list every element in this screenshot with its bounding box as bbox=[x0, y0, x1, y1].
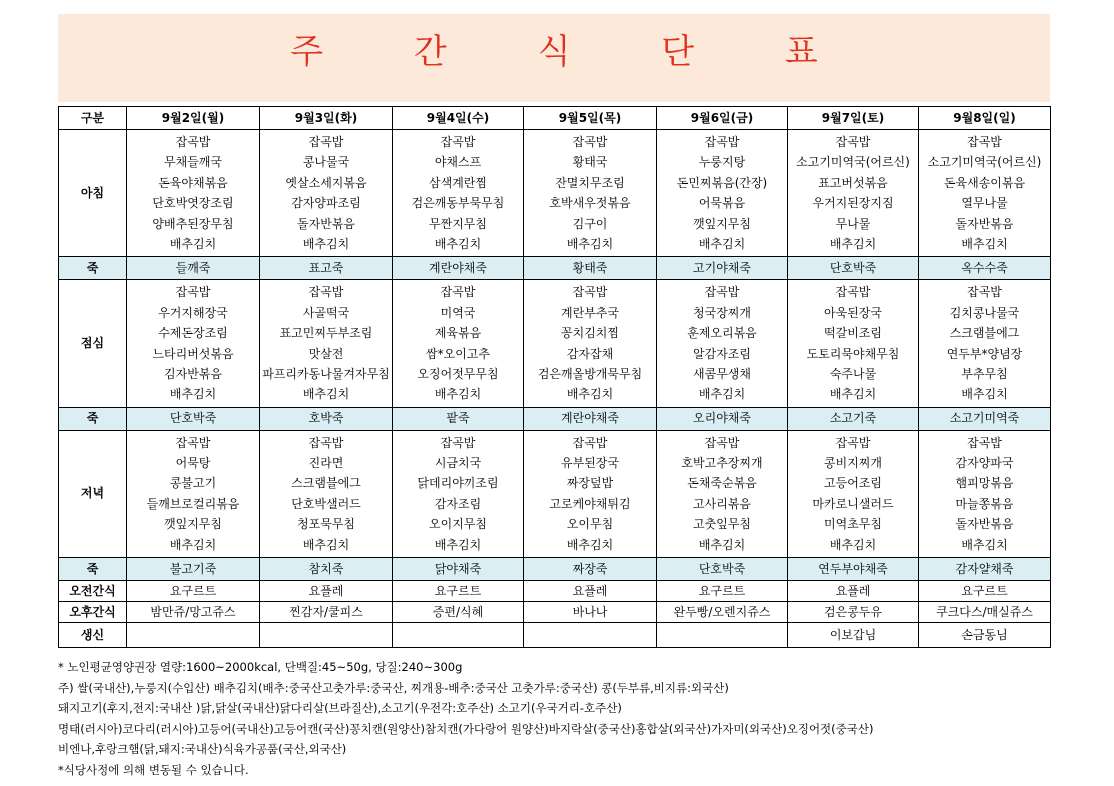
header-day: 9월3일(화) bbox=[260, 107, 393, 130]
menu-item: 마늘쫑볶음 bbox=[955, 496, 1014, 511]
menu-item: 열무나물 bbox=[961, 196, 1008, 211]
menu-item: 어묵볶음 bbox=[698, 196, 746, 211]
menu-item: 마카로니샐러드 bbox=[812, 496, 894, 511]
header-day: 9월7일(토) bbox=[788, 107, 919, 130]
note-line: *식당사정에 의해 변동될 수 있습니다. bbox=[58, 762, 249, 777]
meal-cell bbox=[127, 280, 260, 407]
menu-item: 사골떡국 bbox=[302, 305, 350, 320]
meal-cell bbox=[919, 280, 1051, 407]
menu-item: 돈민찌볶음(간장) bbox=[676, 175, 768, 190]
meal-cell bbox=[657, 430, 788, 557]
pm_snack-cell: 바나나 bbox=[524, 602, 657, 623]
menu-item: 잡곡밥 bbox=[967, 135, 1002, 149]
meal-cell bbox=[260, 130, 393, 257]
menu-item: 소고기미역국(어르신) bbox=[796, 155, 910, 170]
juk1-cell: 계란야채죽 bbox=[393, 257, 524, 280]
menu-item: 잡곡밥 bbox=[308, 285, 344, 300]
meal-items bbox=[657, 130, 787, 256]
menu-item: 배추김치 bbox=[434, 387, 482, 402]
menu-item: 배추김치 bbox=[302, 387, 350, 402]
menu-item: 잡곡밥 bbox=[308, 135, 344, 149]
meal-items bbox=[393, 130, 523, 256]
notes bbox=[58, 657, 1058, 780]
birthday-cell bbox=[393, 623, 524, 648]
header-day: 9월5일(목) bbox=[524, 107, 657, 130]
menu-item: 무채들깨국 bbox=[164, 155, 222, 170]
menu-item: 돈육새송이볶음 bbox=[943, 175, 1026, 190]
am_snack-cell: 요플레 bbox=[260, 581, 393, 602]
menu-item: 훈제오리볶음 bbox=[687, 326, 757, 341]
menu-item: 맛살전 bbox=[308, 346, 344, 361]
menu-item: 잔멸치무조림 bbox=[555, 175, 625, 190]
menu-item: 짜장덮밥 bbox=[566, 476, 614, 491]
meal-items bbox=[657, 431, 787, 557]
juk3-cell: 닭야채죽 bbox=[393, 558, 524, 581]
juk3-row bbox=[59, 558, 1051, 581]
meal-items bbox=[393, 431, 523, 557]
menu-item: 배추김치 bbox=[829, 236, 877, 251]
pm_snack-cell: 증편/식혜 bbox=[393, 602, 524, 623]
meal-cell bbox=[260, 430, 393, 557]
juk3-cell: 연두부야채죽 bbox=[788, 558, 919, 581]
meal-items bbox=[260, 130, 392, 256]
menu-item: 미역초무침 bbox=[824, 517, 882, 532]
menu-item: 배추김치 bbox=[302, 236, 350, 251]
menu-item: 고사리볶음 bbox=[693, 496, 751, 511]
juk1-cell: 황태죽 bbox=[524, 257, 657, 280]
page-title: 주 간 식 단 표 bbox=[290, 32, 858, 72]
menu-item: 배추김치 bbox=[961, 387, 1008, 402]
menu-item: 감자양파국 bbox=[955, 456, 1014, 471]
juk1-cell: 단호박죽 bbox=[788, 257, 919, 280]
dinner-row bbox=[59, 430, 1051, 557]
meal-items bbox=[919, 130, 1050, 256]
row-label: 오후간식 bbox=[59, 602, 127, 623]
meal-items bbox=[260, 431, 392, 557]
am_snack-cell: 요구르트 bbox=[393, 581, 524, 602]
note-line: 비엔나,후랑크햄(닭,돼지:국내산)식육가공품(국산,외국산) bbox=[58, 742, 347, 756]
menu-item: 부추무침 bbox=[961, 366, 1008, 381]
am_snack-cell: 요구르트 bbox=[657, 581, 788, 602]
menu-item: 배추김치 bbox=[829, 387, 877, 402]
menu-item: 배추김치 bbox=[434, 236, 482, 251]
pm_snack-cell: 검은콩두유 bbox=[788, 602, 919, 623]
menu-item: 청포묵무침 bbox=[297, 517, 355, 532]
menu-item: 돌자반볶음 bbox=[955, 517, 1014, 532]
note-line: * 노인평균영양권장 열량:1600~2000kcal, 단백질:45~50g, 당질:240~300g bbox=[58, 660, 463, 674]
juk3-cell: 단호박죽 bbox=[657, 558, 788, 581]
menu-item: 계란부추국 bbox=[561, 305, 619, 320]
birthday-cell: 손금동님 bbox=[919, 623, 1051, 648]
menu-item: 스크램블에그 bbox=[291, 476, 361, 491]
breakfast-row bbox=[59, 130, 1051, 257]
menu-item: 검은깨동부묵무침 bbox=[411, 196, 505, 211]
juk1-cell: 표고죽 bbox=[260, 257, 393, 280]
menu-item: 배추김치 bbox=[566, 236, 614, 251]
birthday-cell: 이보갑님 bbox=[788, 623, 919, 648]
meal-cell bbox=[657, 280, 788, 407]
menu-item: 오징어젓무무침 bbox=[417, 366, 499, 381]
meal-cell bbox=[127, 430, 260, 557]
lunch-row bbox=[59, 280, 1051, 407]
juk2-cell: 오리야채죽 bbox=[657, 407, 788, 430]
menu-item: 삼색계란찜 bbox=[429, 175, 487, 190]
meal-items bbox=[524, 431, 656, 557]
menu-item: 잡곡밥 bbox=[440, 285, 476, 300]
juk1-cell: 고기야채죽 bbox=[657, 257, 788, 280]
menu-item: 양배추된장무침 bbox=[152, 216, 234, 231]
birthday-row bbox=[59, 623, 1051, 648]
menu-item: 미역국 bbox=[440, 305, 476, 320]
menu-item: 김치콩나물국 bbox=[949, 305, 1020, 320]
menu-item: 깻잎지무침 bbox=[693, 216, 751, 231]
juk2-cell: 계란야채죽 bbox=[524, 407, 657, 430]
menu-item: 돈채죽순볶음 bbox=[687, 476, 757, 491]
menu-item: 김자반볶음 bbox=[164, 366, 222, 381]
header-day: 9월8일(일) bbox=[919, 107, 1051, 130]
note-line: 돼지고기(후지,전지:국내산 )닭,닭살(국내산)닭다리살(브라질산),소고기(우전각:호주산) 소고기(우국거리-호주산) bbox=[58, 701, 622, 715]
menu-item: 고등어조림 bbox=[824, 476, 882, 491]
menu-item: 배추김치 bbox=[434, 537, 482, 552]
menu-item: 잡곡밥 bbox=[572, 435, 608, 450]
menu-item: 잡곡밥 bbox=[175, 435, 211, 450]
menu-item: 잡곡밥 bbox=[440, 435, 476, 450]
pm_snack-cell: 찐감자/쿨피스 bbox=[260, 602, 393, 623]
menu-item: 표고민찌두부조림 bbox=[279, 326, 373, 341]
menu-item: 배추김치 bbox=[302, 537, 350, 552]
menu-item: 제육볶음 bbox=[434, 326, 482, 341]
menu-item: 옛살소세지볶음 bbox=[285, 175, 367, 190]
meal-items bbox=[657, 280, 787, 406]
meal-cell bbox=[788, 130, 919, 257]
meal-cell bbox=[393, 280, 524, 407]
meal-cell bbox=[919, 130, 1051, 257]
juk3-cell: 짜장죽 bbox=[524, 558, 657, 581]
menu-item: 숙주나물 bbox=[829, 366, 877, 381]
juk2-cell: 팥죽 bbox=[393, 407, 524, 430]
meal-items bbox=[127, 130, 259, 256]
menu-item: 잡곡밥 bbox=[835, 285, 871, 300]
menu-item: 야채스프 bbox=[434, 155, 482, 170]
menu-item: 닭데리야끼조림 bbox=[417, 476, 499, 491]
am_snack-row bbox=[59, 581, 1051, 602]
meal-cell bbox=[524, 130, 657, 257]
juk1-cell: 옥수수죽 bbox=[919, 257, 1051, 280]
menu-item: 어묵탕 bbox=[175, 456, 211, 471]
meal-cell bbox=[788, 280, 919, 407]
meal-items bbox=[260, 280, 392, 406]
pm_snack-cell: 완두빵/오렌지쥬스 bbox=[657, 602, 788, 623]
juk2-cell: 소고기죽 bbox=[788, 407, 919, 430]
menu-item: 잡곡밥 bbox=[704, 285, 740, 300]
meal-cell bbox=[919, 430, 1051, 557]
menu-item: 단호박샐러드 bbox=[291, 496, 361, 511]
meal-cell bbox=[393, 130, 524, 257]
menu-item: 잡곡밥 bbox=[175, 285, 211, 300]
menu-item: 파프리카동나물겨자무침 bbox=[262, 366, 390, 381]
menu-item: 콩비지찌개 bbox=[824, 456, 882, 471]
birthday-cell bbox=[260, 623, 393, 648]
meal-cell bbox=[393, 430, 524, 557]
meal-items bbox=[788, 280, 918, 406]
menu-item: 시금치국 bbox=[434, 456, 482, 471]
meal-items bbox=[919, 280, 1050, 406]
weekly-menu-table bbox=[58, 106, 1051, 648]
menu-item: 표고버섯볶음 bbox=[818, 175, 888, 190]
menu-item: 돈육야채볶음 bbox=[158, 175, 228, 190]
menu-item: 배추김치 bbox=[169, 387, 217, 402]
menu-item: 잡곡밥 bbox=[967, 435, 1002, 450]
meal-cell bbox=[127, 130, 260, 257]
menu-item: 호박새우젓볶음 bbox=[549, 196, 631, 211]
menu-item: 오이무침 bbox=[566, 517, 614, 532]
menu-item: 호박고추장찌개 bbox=[681, 456, 763, 471]
menu-item: 잡곡밥 bbox=[835, 135, 871, 149]
menu-item: 배추김치 bbox=[961, 236, 1008, 251]
meal-items bbox=[919, 431, 1050, 557]
birthday-cell bbox=[524, 623, 657, 648]
meal-items bbox=[524, 280, 656, 406]
menu-item: 돌자반볶음 bbox=[297, 216, 355, 231]
menu-item: 잡곡밥 bbox=[572, 135, 608, 149]
menu-item: 잡곡밥 bbox=[308, 435, 344, 450]
meal-items bbox=[127, 431, 259, 557]
menu-item: 꽁치김치찜 bbox=[561, 326, 619, 341]
menu-item: 고로케야채튀김 bbox=[549, 496, 631, 511]
menu-item: 배추김치 bbox=[169, 236, 217, 251]
am_snack-cell: 요구르트 bbox=[127, 581, 260, 602]
menu-item: 콩불고기 bbox=[169, 476, 217, 491]
menu-item: 감자조림 bbox=[434, 496, 482, 511]
menu-item: 배추김치 bbox=[698, 236, 746, 251]
meal-cell bbox=[260, 280, 393, 407]
menu-item: 느타리버섯볶음 bbox=[152, 346, 234, 361]
menu-item: 유부된장국 bbox=[561, 456, 619, 471]
menu-item: 깻잎지무침 bbox=[164, 517, 222, 532]
menu-item: 새콤무생채 bbox=[693, 366, 751, 381]
menu-item: 배추김치 bbox=[566, 537, 614, 552]
header-day: 9월2일(월) bbox=[127, 107, 260, 130]
meal-cell bbox=[788, 430, 919, 557]
pm_snack-row bbox=[59, 602, 1051, 623]
menu-item: 잡곡밥 bbox=[572, 285, 608, 300]
note-line: 주) 쌀(국내산),누룽지(수입산) 배추김치(배추:중국산고춧가루:중국산, 찌개용-배추:중국산 고춧가루:중국산) 콩(두부류,비지류:외국산) bbox=[58, 680, 729, 695]
pm_snack-cell: 밤만쥬/망고쥬스 bbox=[127, 602, 260, 623]
meal-cell bbox=[524, 280, 657, 407]
menu-item: 배추김치 bbox=[698, 387, 746, 402]
header-row bbox=[59, 107, 1051, 130]
row-label: 아침 bbox=[59, 130, 127, 257]
note-line: 명태(러시아)코다리(러시아)고등어(국내산)고등어캔(국산)꽁치캔(원양산)참치캔(가다랑어 원양산)바지락살(중국산)홍합살(외국산)가자미(외국산)오징어젓(중국산) bbox=[58, 721, 874, 736]
am_snack-cell: 요구르트 bbox=[919, 581, 1051, 602]
menu-item: 배추김치 bbox=[961, 537, 1008, 552]
meal-cell bbox=[524, 430, 657, 557]
menu-item: 잡곡밥 bbox=[704, 435, 740, 450]
menu-item: 알감자조림 bbox=[693, 346, 751, 361]
menu-item: 오이지무침 bbox=[429, 517, 487, 532]
juk2-row bbox=[59, 407, 1051, 430]
header-day: 9월4일(수) bbox=[393, 107, 524, 130]
menu-item: 들깨브로컬리볶음 bbox=[146, 496, 240, 511]
meal-items bbox=[393, 280, 523, 406]
meal-items bbox=[524, 130, 656, 256]
row-label: 생신 bbox=[59, 623, 127, 648]
am_snack-cell: 요플레 bbox=[788, 581, 919, 602]
meal-items bbox=[127, 280, 259, 406]
menu-item: 배추김치 bbox=[698, 537, 746, 552]
juk2-cell: 소고기미역죽 bbox=[919, 407, 1051, 430]
menu-item: 누룽지탕 bbox=[698, 155, 746, 170]
menu-item: 떡갈비조림 bbox=[824, 326, 882, 341]
menu-item: 잡곡밥 bbox=[967, 285, 1002, 300]
title-band bbox=[58, 14, 1050, 102]
menu-item: 소고기미역국(어르신) bbox=[927, 155, 1042, 170]
menu-item: 황태국 bbox=[572, 155, 608, 170]
meal-items bbox=[788, 130, 918, 256]
header-day: 9월6일(금) bbox=[657, 107, 788, 130]
juk3-cell: 감자얄채죽 bbox=[919, 558, 1051, 581]
menu-item: 배추김치 bbox=[829, 537, 877, 552]
meal-cell bbox=[657, 130, 788, 257]
menu-item: 고춧잎무침 bbox=[693, 517, 751, 532]
juk1-row bbox=[59, 257, 1051, 280]
pm_snack-cell: 쿠크다스/매실쥬스 bbox=[919, 602, 1051, 623]
menu-item: 배추김치 bbox=[566, 387, 614, 402]
menu-item: 배추김치 bbox=[169, 537, 217, 552]
menu-item: 콩나물국 bbox=[302, 155, 350, 170]
header-corner: 구분 bbox=[59, 107, 127, 130]
menu-item: 무나물 bbox=[835, 216, 871, 231]
birthday-cell bbox=[657, 623, 788, 648]
menu-item: 검은깨올방개묵무침 bbox=[537, 366, 643, 381]
meal-items bbox=[788, 431, 918, 557]
menu-item: 연두부*양념장 bbox=[946, 346, 1023, 361]
menu-item: 잡곡밥 bbox=[704, 135, 740, 149]
menu-item: 우거지해장국 bbox=[158, 305, 228, 320]
juk1-cell: 들깨죽 bbox=[127, 257, 260, 280]
menu-item: 무짠지무침 bbox=[429, 216, 487, 231]
row-label: 죽 bbox=[59, 558, 127, 581]
menu-item: 도토리묵야채무침 bbox=[806, 346, 900, 361]
am_snack-cell: 요플레 bbox=[524, 581, 657, 602]
menu-item: 스크램블에그 bbox=[949, 326, 1020, 341]
menu-item: 감자잡채 bbox=[566, 346, 614, 361]
juk3-cell: 참치죽 bbox=[260, 558, 393, 581]
menu-item: 청국장찌개 bbox=[693, 305, 751, 320]
juk2-cell: 단호박죽 bbox=[127, 407, 260, 430]
menu-item: 김구이 bbox=[572, 216, 608, 231]
birthday-cell bbox=[127, 623, 260, 648]
menu-item: 진라면 bbox=[308, 456, 344, 471]
row-label: 죽 bbox=[59, 257, 127, 280]
row-label: 점심 bbox=[59, 280, 127, 407]
menu-item: 아욱된장국 bbox=[824, 305, 882, 320]
menu-item: 감자양파조림 bbox=[291, 196, 361, 211]
menu-item: 잡곡밥 bbox=[835, 435, 871, 450]
juk3-cell: 불고기죽 bbox=[127, 558, 260, 581]
menu-item: 단호박엿장조림 bbox=[152, 196, 234, 211]
row-label: 죽 bbox=[59, 407, 127, 430]
row-label: 저녁 bbox=[59, 430, 127, 557]
menu-item: 햄피망볶음 bbox=[955, 476, 1014, 491]
menu-item: 돌자반볶음 bbox=[955, 216, 1014, 231]
menu-item: 쌈*오이고추 bbox=[426, 346, 490, 361]
menu-item: 잡곡밥 bbox=[440, 135, 476, 149]
juk2-cell: 호박죽 bbox=[260, 407, 393, 430]
menu-item: 잡곡밥 bbox=[175, 135, 211, 149]
menu-item: 수제돈장조림 bbox=[158, 326, 228, 341]
menu-item: 우거지된장지짐 bbox=[812, 196, 894, 211]
row-label: 오전간식 bbox=[59, 581, 127, 602]
